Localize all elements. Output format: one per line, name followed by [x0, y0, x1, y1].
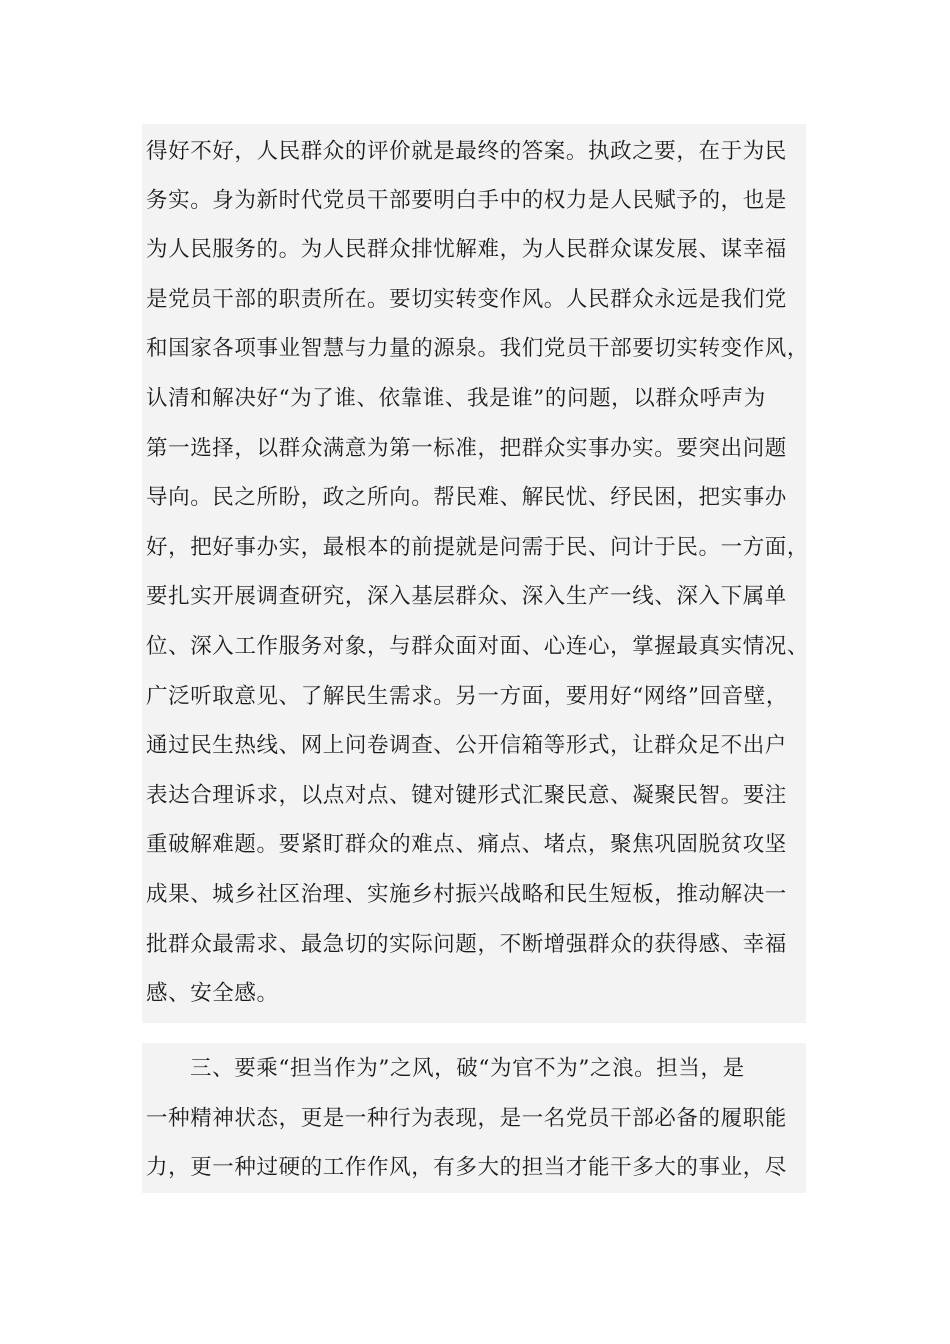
text-line: 成果、城乡社区治理、实施乡村振兴战略和民生短板，推动解决一 — [146, 882, 787, 907]
text-line: 是党员干部的职责所在。要切实转变作风。人民群众永远是我们党 — [146, 287, 787, 312]
text-line: 重破解难题。要紧盯群众的难点、痛点、堵点，聚焦巩固脱贫攻坚 — [146, 832, 787, 857]
text-line: 认清和解决好“为了谁、依靠谁、我是谁”的问题，以群众呼声为 — [146, 386, 766, 411]
text-line: 通过民生热线、网上问卷调查、公开信箱等形式，让群众足不出户 — [146, 733, 787, 758]
text-line: 表达合理诉求，以点对点、键对键形式汇聚民意、凝聚民智。要注 — [146, 783, 787, 808]
text-line: 广泛听取意见、了解民生需求。另一方面，要用好“网络”回音壁， — [146, 684, 788, 709]
text-line: 一种精神状态，更是一种行为表现，是一名党员干部必备的履职能 — [146, 1106, 787, 1131]
section-heading-line: 三、要乘“担当作为”之风，破“为官不为”之浪。担当，是 — [190, 1056, 745, 1081]
text-line: 务实。身为新时代党员干部要明白手中的权力是人民赋予的，也是 — [146, 188, 787, 213]
text-line: 位、深入工作服务对象，与群众面对面、心连心，掌握最真实情况、 — [146, 634, 810, 659]
text-line: 批群众最需求、最急切的实际问题，不断增强群众的获得感、幸福 — [146, 932, 787, 957]
text-line: 力，更一种过硬的工作作风，有多大的担当才能干多大的事业，尽 — [146, 1155, 787, 1180]
text-line: 要扎实开展调查研究，深入基层群众、深入生产一线、深入下属单 — [146, 584, 787, 609]
text-line: 为人民服务的。为人民群众排忧解难，为人民群众谋发展、谋幸福 — [146, 237, 787, 262]
text-line: 导向。民之所盼，政之所向。帮民难、解民忧、纾民困，把实事办 — [146, 485, 787, 510]
text-line: 和国家各项事业智慧与力量的源泉。我们党员干部要切实转变作风， — [146, 336, 810, 361]
text-line: 得好不好，人民群众的评价就是最终的答案。执政之要，在于为民 — [146, 139, 787, 164]
text-line: 好，把好事办实，最根本的前提就是问需于民、问计于民。一方面， — [146, 535, 810, 560]
text-line: 第一选择，以群众满意为第一标准，把群众实事办实。要突出问题 — [146, 436, 787, 461]
text-line: 感、安全感。 — [146, 981, 279, 1006]
